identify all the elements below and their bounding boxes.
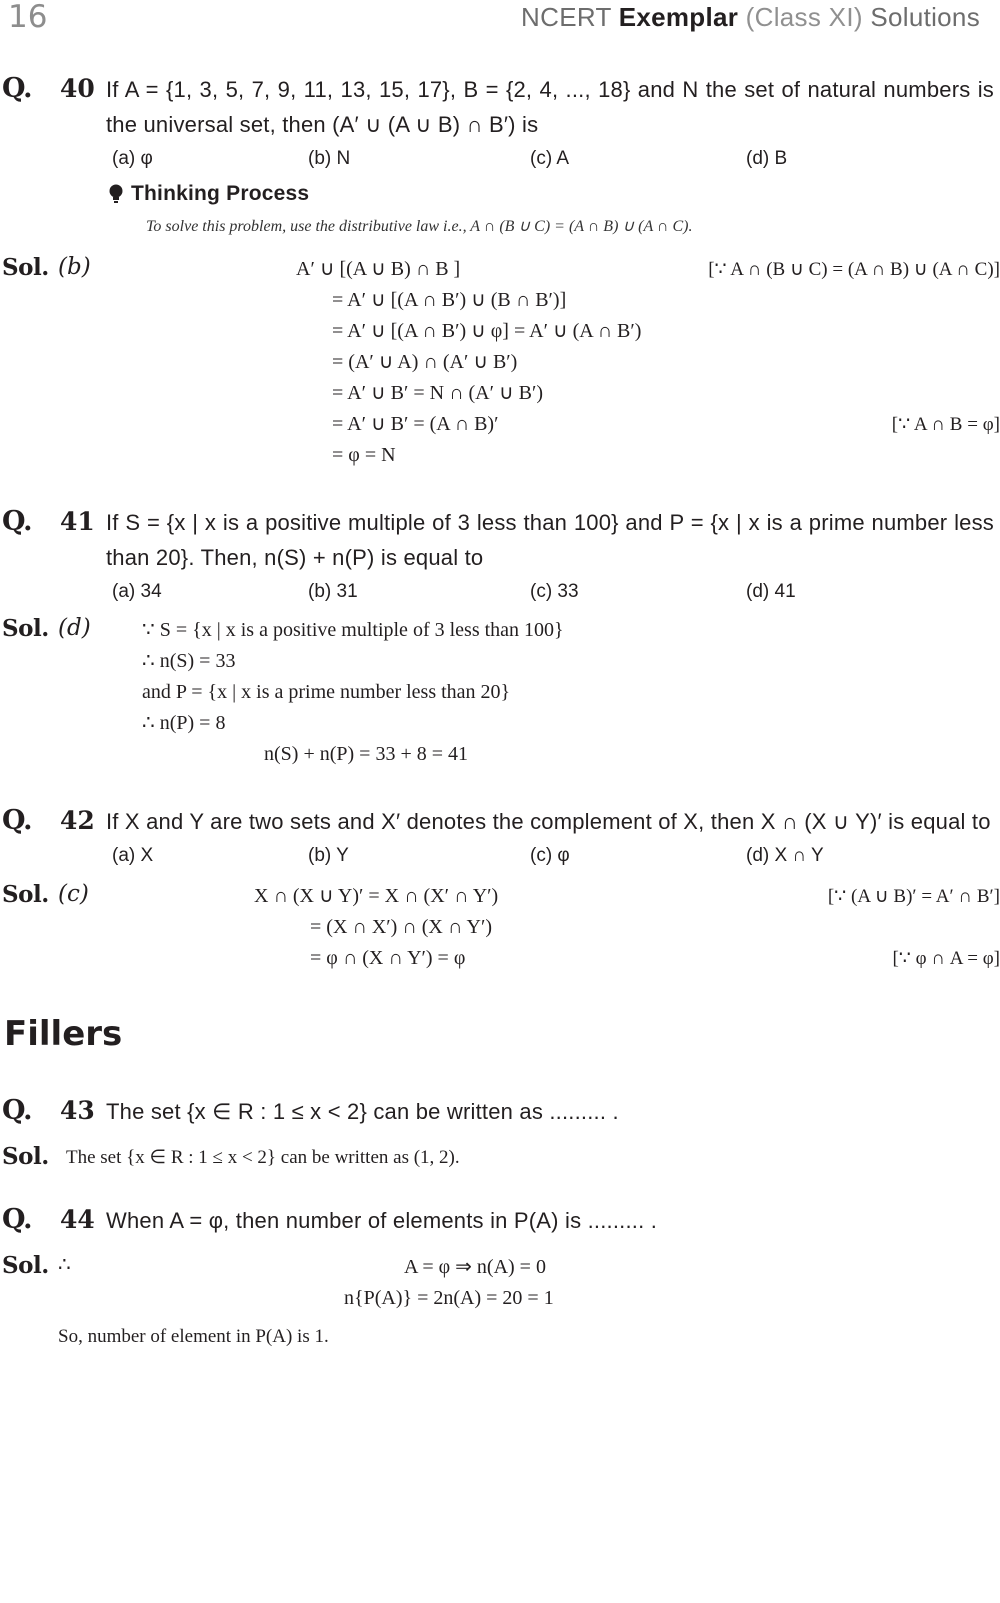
question-43 xyxy=(0,1094,1000,1173)
solution-body xyxy=(104,1252,1000,1314)
page-number: 16 xyxy=(8,0,48,35)
solution-label: Sol. xyxy=(2,881,49,908)
math-main: = A′ ∪ [(A ∩ B′) ∪ (B ∩ B′)] xyxy=(332,289,567,311)
math-line xyxy=(104,347,1000,378)
option-c[interactable]: (c) 33 xyxy=(530,581,579,602)
question-42 xyxy=(0,804,1000,974)
question-text: If S = {x | x is a positive multiple of 3 less than 100} and P = {x | x is a prime number less than 20}. Then, n(S) + n(P) is equal to xyxy=(106,510,994,570)
question-label: Q. xyxy=(2,1095,32,1126)
math-main: = φ = N xyxy=(332,444,396,466)
solution-choice: (c) xyxy=(58,881,89,907)
option-d[interactable]: (d) 41 xyxy=(746,581,796,602)
solution-footer: So, number of element in P(A) is 1. xyxy=(58,1326,329,1347)
title-bold: Exemplar xyxy=(618,2,739,32)
math-line xyxy=(104,409,1000,440)
math-main: = (X ∩ X′) ∩ (X ∩ Y′) xyxy=(310,916,493,938)
math-line xyxy=(104,1283,1000,1314)
solution-44 xyxy=(0,1252,1000,1314)
solution-body xyxy=(104,881,1000,974)
option-a[interactable]: (a) 34 xyxy=(112,581,162,602)
option-a[interactable]: (a) X xyxy=(112,845,154,866)
solution-choice: (d) xyxy=(58,615,91,641)
question-text: When A = φ, then number of elements in P(A) is ......... . xyxy=(106,1208,658,1233)
solution-body xyxy=(104,615,1000,770)
option-a[interactable]: (a) φ xyxy=(112,148,153,169)
math-main: = A′ ∪ [(A ∩ B′) ∪ φ] = A′ ∪ (A ∩ B′) xyxy=(332,320,642,342)
question-number: 40 xyxy=(60,74,95,103)
option-b[interactable]: (b) Y xyxy=(308,845,349,866)
math-main: = φ ∩ (X ∩ Y′) = φ xyxy=(310,947,466,969)
option-b[interactable]: (b) N xyxy=(308,148,351,169)
math-note: [∵ (A ∪ B)′ = A′ ∩ B′] xyxy=(827,886,1000,907)
question-label: Q. xyxy=(2,73,32,104)
solution-sign: ∴ xyxy=(58,1252,71,1276)
math-main: n{P(A)} = 2n(A) = 20 = 1 xyxy=(344,1287,554,1309)
math-line xyxy=(104,1252,1000,1283)
option-d[interactable]: (d) B xyxy=(746,148,788,169)
math-main: and P = {x | x is a prime number less than 20} xyxy=(142,681,511,703)
math-line xyxy=(104,912,1000,943)
math-line xyxy=(104,646,1000,677)
option-d[interactable]: (d) X ∩ Y xyxy=(746,845,824,866)
math-note: [∵ φ ∩ A = φ] xyxy=(892,948,1000,969)
math-line xyxy=(104,316,1000,347)
math-note: [∵ A ∩ (B ∪ C) = (A ∩ B) ∪ (A ∩ C)] xyxy=(708,259,1000,280)
question-number: 44 xyxy=(60,1205,95,1234)
options-row xyxy=(0,581,1000,603)
book-title xyxy=(521,0,980,34)
solution-label: Sol. xyxy=(2,615,49,642)
option-c[interactable]: (c) A xyxy=(530,148,570,169)
option-c[interactable]: (c) φ xyxy=(530,845,570,866)
math-main: ∴ n(P) = 8 xyxy=(142,712,226,734)
solution-label: Sol. xyxy=(2,254,49,281)
solution-text: The set {x ∈ R : 1 ≤ x < 2} can be written as (1, 2). xyxy=(66,1147,460,1168)
math-line xyxy=(104,254,1000,285)
math-line xyxy=(104,708,1000,739)
math-note: [∵ A ∩ B = φ] xyxy=(891,414,1000,435)
section-title-fillers: Fillers xyxy=(4,1014,123,1054)
solution-body xyxy=(104,254,1000,471)
lightbulb-icon xyxy=(108,183,124,205)
solution-label: Sol. xyxy=(2,1252,49,1279)
math-line xyxy=(104,378,1000,409)
math-line xyxy=(104,739,1000,770)
title-class: (Class XI) xyxy=(738,2,863,32)
solution-41 xyxy=(0,615,1000,770)
title-suffix: Solutions xyxy=(862,2,980,32)
solution-choice: (b) xyxy=(58,254,91,280)
math-main: ∴ n(S) = 33 xyxy=(142,650,236,672)
math-main: A′ ∪ [(A ∪ B) ∩ B ] xyxy=(296,258,461,280)
math-main: X ∩ (X ∪ Y)′ = X ∩ (X′ ∩ Y′) xyxy=(254,885,499,907)
question-40 xyxy=(0,72,1000,471)
page-header xyxy=(0,0,1000,46)
question-label: Q. xyxy=(2,506,32,537)
question-label: Q. xyxy=(2,805,32,836)
options-row xyxy=(0,148,1000,170)
solution-43 xyxy=(0,1143,1000,1173)
question-number: 43 xyxy=(60,1096,95,1125)
thinking-process-header xyxy=(0,182,1000,206)
math-main: = A′ ∪ B′ = N ∩ (A′ ∪ B′) xyxy=(332,382,544,404)
solution-40 xyxy=(0,254,1000,471)
question-text: The set {x ∈ R : 1 ≤ x < 2} can be written as ......... . xyxy=(106,1099,619,1124)
math-line xyxy=(104,881,1000,912)
option-b[interactable]: (b) 31 xyxy=(308,581,358,602)
solution-label: Sol. xyxy=(2,1143,49,1170)
math-main: = (A′ ∪ A) ∩ (A′ ∪ B′) xyxy=(332,351,518,373)
question-text: If A = {1, 3, 5, 7, 9, 11, 13, 15, 17}, B = {2, 4, ..., 18} and N the set of natural numbers is the universal set, then (A′ ∪ (A ∪ B) ∩ B′) is xyxy=(106,77,994,137)
math-line xyxy=(104,440,1000,471)
math-main: = A′ ∪ B′ = (A ∩ B)′ xyxy=(332,413,499,435)
math-line xyxy=(104,943,1000,974)
question-number: 42 xyxy=(60,806,95,835)
question-41 xyxy=(0,505,1000,770)
math-main: ∵ S = {x | x is a positive multiple of 3 less than 100} xyxy=(142,619,564,641)
question-number: 41 xyxy=(60,507,95,536)
thinking-process-text: To solve this problem, use the distributive law i.e., A ∩ (B ∪ C) = (A ∩ B) ∪ (A ∩ C). xyxy=(146,218,693,235)
math-line xyxy=(104,677,1000,708)
question-44 xyxy=(0,1203,1000,1352)
thinking-process-label: Thinking Process xyxy=(131,182,310,205)
question-text: If X and Y are two sets and X′ denotes the complement of X, then X ∩ (X ∪ Y)′ is equal to xyxy=(106,809,991,834)
question-label: Q. xyxy=(2,1204,32,1235)
solution-42 xyxy=(0,881,1000,974)
title-prefix: NCERT xyxy=(521,2,619,32)
math-line xyxy=(104,615,1000,646)
math-line xyxy=(104,285,1000,316)
math-main: A = φ ⇒ n(A) = 0 xyxy=(404,1256,546,1278)
options-row xyxy=(0,845,1000,867)
math-main: n(S) + n(P) = 33 + 8 = 41 xyxy=(264,743,469,765)
